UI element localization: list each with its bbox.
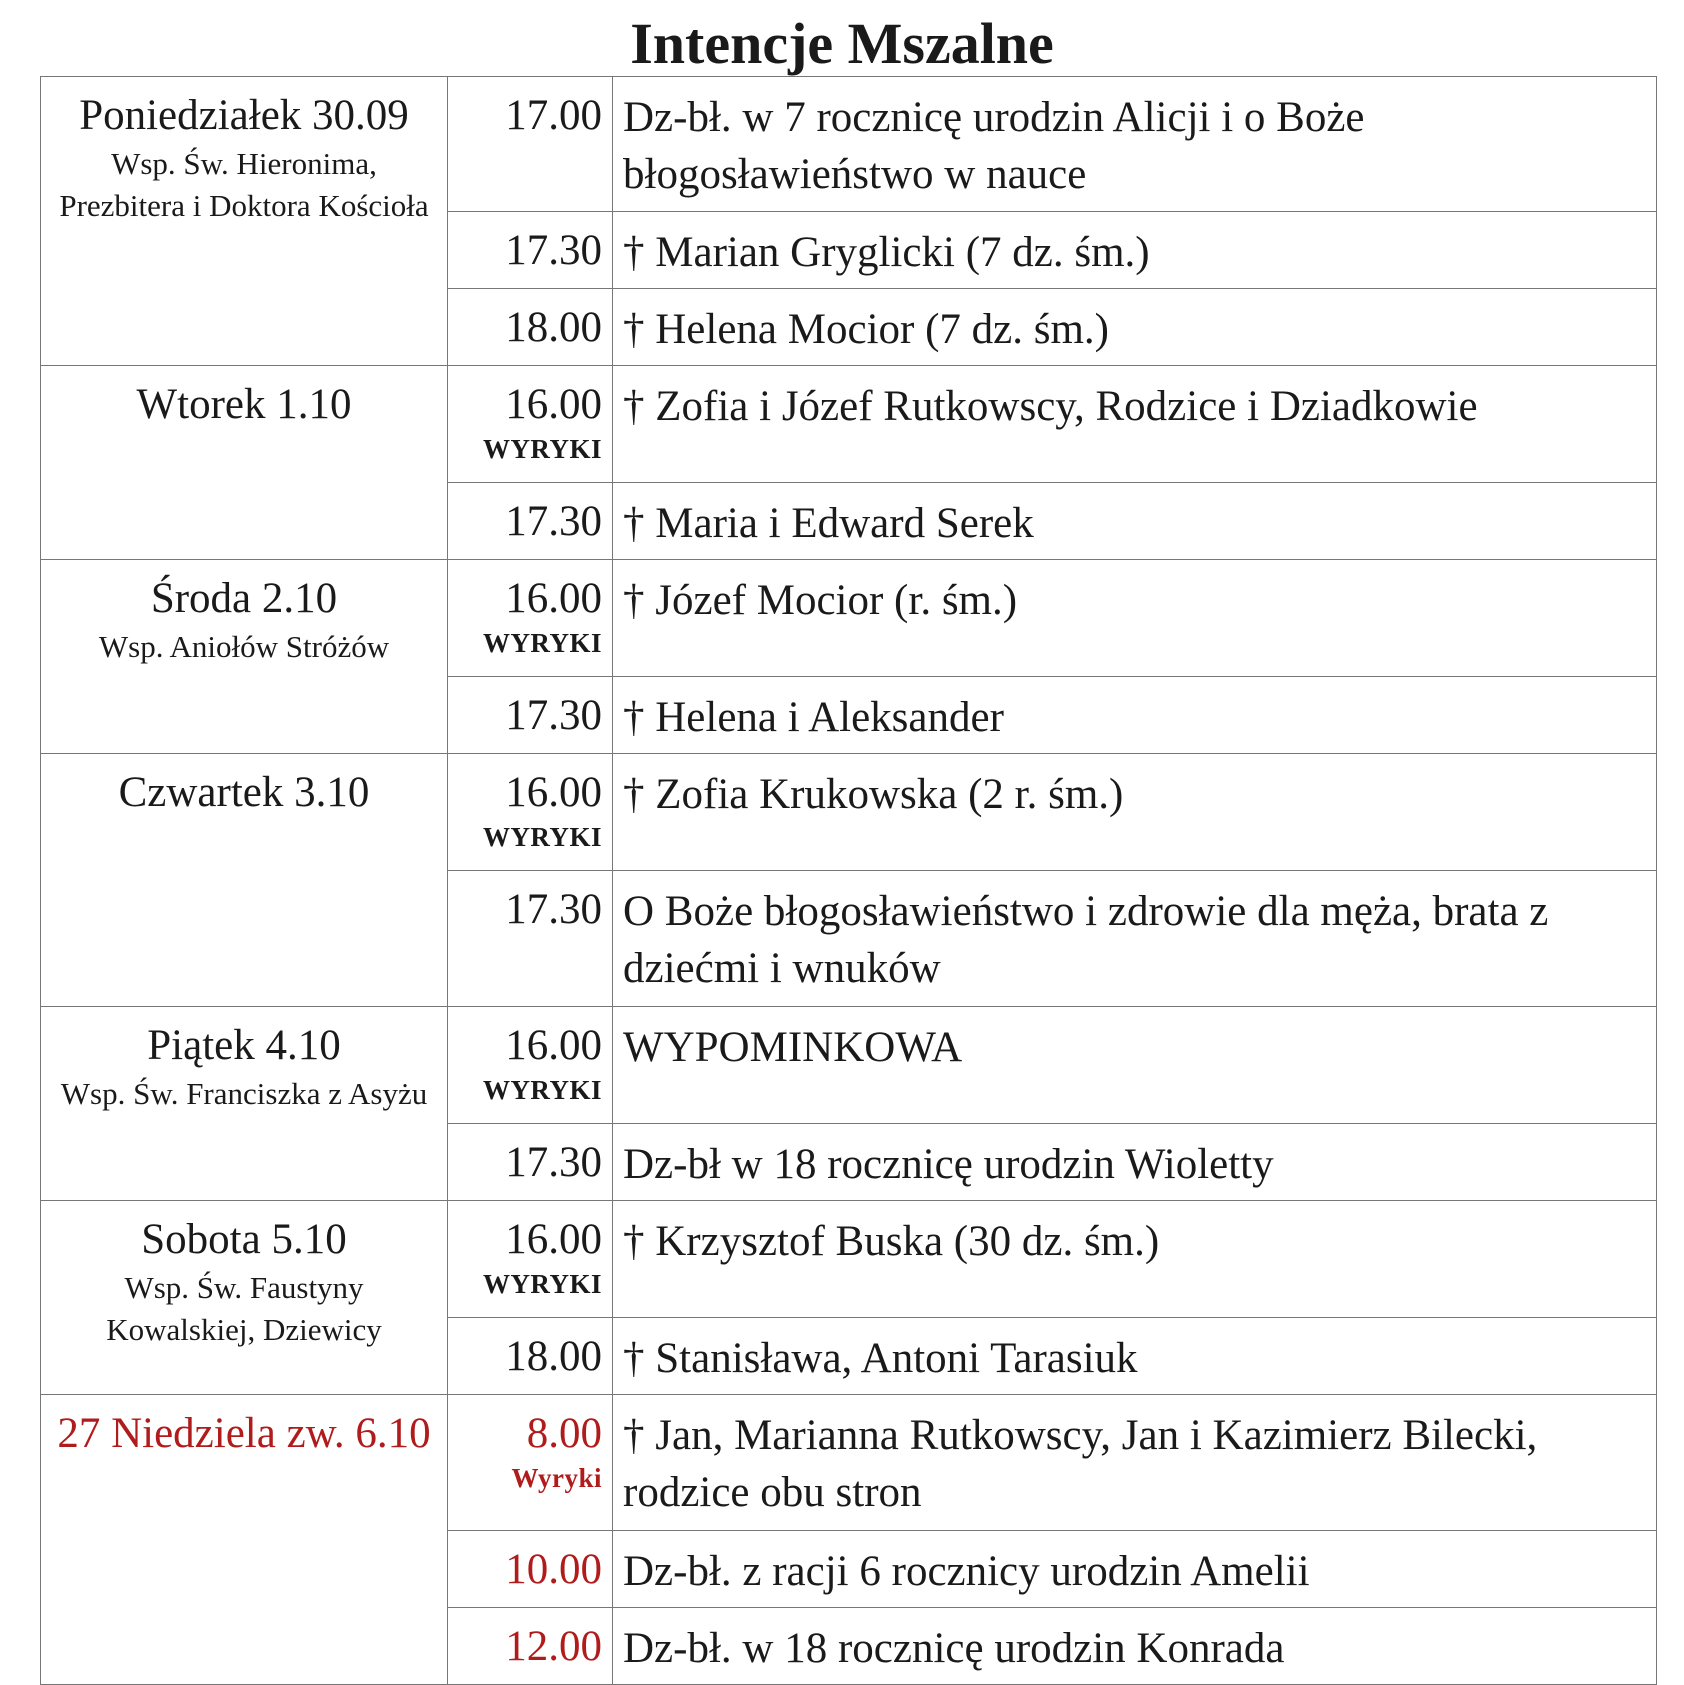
mass-time-cell	[448, 1124, 613, 1201]
mass-intention: † Józef Mocior (r. śm.)	[623, 577, 1018, 624]
mass-time: 18.00	[505, 1333, 602, 1380]
mass-intention: † Jan, Marianna Rutkowscy, Jan i Kazimierz Bilecki, rodzice obu stron	[623, 1412, 1538, 1516]
mass-intention-cell	[613, 1201, 1657, 1318]
mass-intention-cell	[613, 212, 1657, 289]
mass-time: 17.30	[505, 498, 602, 545]
mass-time-cell	[448, 1007, 613, 1124]
mass-intention-cell	[613, 289, 1657, 366]
mass-intention-cell	[613, 366, 1657, 483]
day-name: Środa 2.10	[150, 575, 338, 622]
mass-intention-cell	[613, 1007, 1657, 1124]
day-name: Poniedziałek 30.09	[79, 92, 409, 139]
day-name: Sobota 5.10	[141, 1216, 347, 1263]
mass-time-cell	[448, 1531, 613, 1608]
mass-intentions-table	[40, 76, 1657, 1685]
mass-place: WYRYKI	[482, 434, 602, 464]
mass-intention: † Stanisława, Antoni Tarasiuk	[623, 1335, 1138, 1382]
day-cell	[41, 560, 448, 754]
mass-time-cell	[448, 289, 613, 366]
mass-time-cell	[448, 366, 613, 483]
mass-intention: † Helena Mocior (7 dz. śm.)	[623, 306, 1109, 353]
day-cell	[41, 77, 448, 366]
day-memorial: Wsp. Aniołów Stróżów	[98, 629, 390, 664]
mass-intention-cell	[613, 560, 1657, 677]
mass-intention-cell	[613, 1395, 1657, 1531]
day-cell	[41, 754, 448, 1007]
mass-time: 18.00	[505, 304, 602, 351]
day-name: Piątek 4.10	[147, 1022, 341, 1069]
mass-intention: † Zofia Krukowska (2 r. śm.)	[623, 771, 1124, 818]
mass-time: 16.00	[505, 1022, 602, 1069]
mass-intention: † Maria i Edward Serek	[623, 500, 1034, 547]
mass-time: 17.30	[505, 886, 602, 933]
mass-intention: Dz-bł. z racji 6 rocznicy urodzin Amelii	[623, 1548, 1310, 1595]
mass-time: 12.00	[505, 1623, 602, 1670]
mass-intention: Dz-bł. w 18 rocznicę urodzin Konrada	[623, 1625, 1285, 1672]
mass-intention-cell	[613, 871, 1657, 1007]
mass-intention-cell	[613, 677, 1657, 754]
mass-place: WYRYKI	[482, 1269, 602, 1299]
mass-time-cell	[448, 483, 613, 560]
mass-time-cell	[448, 1318, 613, 1395]
mass-row	[41, 1007, 1657, 1124]
mass-place: Wyryki	[511, 1463, 602, 1493]
mass-time-cell	[448, 871, 613, 1007]
mass-time: 17.30	[505, 692, 602, 739]
mass-row	[41, 1201, 1657, 1318]
day-cell	[41, 1007, 448, 1201]
day-name: 27 Niedziela zw. 6.10	[57, 1410, 431, 1457]
mass-time: 10.00	[505, 1546, 602, 1593]
mass-time: 16.00	[505, 1216, 602, 1263]
mass-time: 17.30	[505, 1139, 602, 1186]
mass-intention: Dz-bł w 18 rocznicę urodzin Wioletty	[623, 1141, 1274, 1188]
day-memorial: Wsp. Św. Hieronima, Prezbitera i Doktora Kościoła	[59, 146, 429, 223]
mass-place: WYRYKI	[482, 1075, 602, 1105]
day-cell	[41, 366, 448, 560]
mass-intention-cell	[613, 1531, 1657, 1608]
mass-intention-cell	[613, 1124, 1657, 1201]
mass-row	[41, 754, 1657, 871]
mass-intention-cell	[613, 1608, 1657, 1685]
mass-intention: O Boże błogosławieństwo i zdrowie dla męża, brata z dziećmi i wnuków	[623, 888, 1549, 992]
page-title: Intencje Mszalne	[630, 11, 1054, 76]
mass-time: 16.00	[505, 381, 602, 428]
mass-time: 16.00	[505, 575, 602, 622]
mass-intention: † Zofia i Józef Rutkowscy, Rodzice i Dziadkowie	[623, 383, 1478, 430]
mass-time: 8.00	[526, 1410, 602, 1457]
mass-intention: Dz-bł. w 7 rocznicę urodzin Alicji i o Boże błogosławieństwo w nauce	[623, 94, 1365, 198]
mass-time-cell	[448, 212, 613, 289]
mass-intention-cell	[613, 77, 1657, 212]
day-cell	[41, 1201, 448, 1395]
mass-intention: † Marian Gryglicki (7 dz. śm.)	[623, 229, 1150, 276]
mass-intention-cell	[613, 483, 1657, 560]
mass-place: WYRYKI	[482, 822, 602, 852]
mass-time: 17.00	[505, 92, 602, 139]
mass-time-cell	[448, 677, 613, 754]
mass-intention: † Krzysztof Buska (30 dz. śm.)	[623, 1218, 1160, 1265]
mass-time-cell	[448, 1201, 613, 1318]
mass-row	[41, 1395, 1657, 1531]
mass-place: WYRYKI	[482, 628, 602, 658]
day-memorial: Wsp. Św. Faustyny Kowalskiej, Dziewicy	[106, 1270, 382, 1347]
mass-time-cell	[448, 1395, 613, 1531]
mass-time: 17.30	[505, 227, 602, 274]
mass-intention-cell	[613, 754, 1657, 871]
mass-row	[41, 560, 1657, 677]
mass-time: 16.00	[505, 769, 602, 816]
mass-intention-cell	[613, 1318, 1657, 1395]
mass-intention: † Helena i Aleksander	[623, 694, 1004, 741]
day-name: Czwartek 3.10	[118, 769, 370, 816]
mass-time-cell	[448, 1608, 613, 1685]
mass-row	[41, 77, 1657, 212]
day-name: Wtorek 1.10	[136, 381, 352, 428]
day-memorial: Wsp. Św. Franciszka z Asyżu	[60, 1076, 428, 1111]
mass-time-cell	[448, 77, 613, 212]
mass-row	[41, 366, 1657, 483]
mass-time-cell	[448, 560, 613, 677]
mass-intention: WYPOMINKOWA	[623, 1024, 963, 1071]
mass-time-cell	[448, 754, 613, 871]
day-cell	[41, 1395, 448, 1685]
